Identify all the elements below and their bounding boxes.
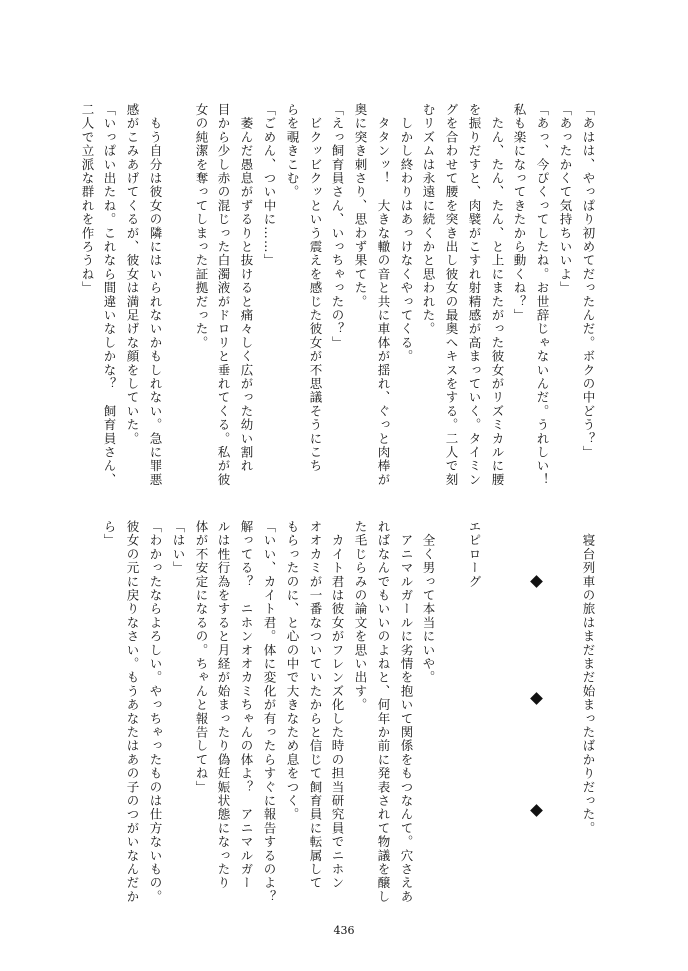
text-line: ら」 (102, 520, 117, 548)
text-line: ビクッビクッという震えを感じた彼女が不思議そうにこち (308, 103, 323, 473)
text-line: 「あったかくて気持ちいいよ」 (558, 103, 573, 295)
text-line: 「はい」 (171, 520, 186, 575)
text-line: カイト君は彼女がフレンズ化した時の担当研究員でニホン (330, 520, 345, 890)
text-line: らを覗きこむ。 (285, 103, 300, 199)
text-line: もう自分は彼女の隣にはいられないかもしれない。急に罪悪 (148, 103, 163, 487)
text-line: タタンッ！ 大きな轍の音と共に車体が揺れ、ぐっと肉棒が (376, 103, 391, 487)
text-line: 「わかったならよろしい。やっちゃったものは仕方ないもの。 (148, 520, 163, 904)
text-line: オオカミが一番なついていたからと信じて飼育員に転属して (308, 520, 323, 890)
text-line: 「あっ、今ぴくってしたね。お世辞じゃないんだ。うれしい！ (535, 103, 550, 487)
text-line: 女の純潔を奪ってしまった証拠だった。 (194, 103, 209, 350)
text-line: しかし終わりはあっけなくやってくる。 (399, 103, 414, 364)
text-line: エピローグ (467, 520, 482, 589)
text-line: 感がこみあげてくるが、彼女は満足げな顔をしていた。 (125, 103, 140, 446)
text-line: 萎んだ愚息がずるりと抜けると痛々しく広がった幼い割れ (239, 103, 254, 473)
text-line: 寝台列車の旅はまだまだ始まったばかりだった。 (581, 520, 596, 836)
text-line: もらったのに、と心の中で大きなため息をつく。 (285, 520, 300, 822)
text-line: 彼女の元に戻りなさい。もうあなたはあの子のつがいなんだか (125, 520, 140, 904)
text-line: 私も楽になってきたから動くね？」 (512, 103, 527, 323)
text-line: 体が不安定になるの。ちゃんと報告してね」 (194, 520, 209, 794)
section-break-diamond (530, 575, 543, 588)
page-number: 436 (333, 924, 355, 937)
text-line: 「いい、カイト君。体に変化が有ったらすぐに報告するのよ？ (262, 520, 277, 904)
text-line: アニマルガールに劣情を抱いて関係をもつなんて。穴さえあ (399, 520, 414, 904)
text-line: グを合わせて腰を突き出し彼女の最奥へキスをする。二人で刻 (444, 103, 459, 487)
section-break-diamond (530, 692, 543, 705)
text-line: 目から少し赤の混じった白濁液がドロリと垂れてくる。私が彼 (216, 103, 231, 487)
text-line: 「えっ飼育員さん、いっちゃったの？」 (330, 103, 345, 350)
text-line: 「いっぱい出たね。これなら間違いなしかな？ 飼育員さん、 (102, 103, 117, 487)
text-line: 全く男って本当にいや。 (421, 520, 436, 685)
text-line: ればなんでもいいのよねと、何年か前に発表されて物議を醸し (376, 520, 391, 904)
text-line: たん、たん、たん、と上にまたがった彼女がリズミカルに腰 (490, 103, 505, 487)
text-line: た毛じらみの論文を思い出す。 (353, 520, 368, 712)
text-line: むリズムは永遠に続くかと思われた。 (421, 103, 436, 336)
text-line: 「あはは、やっぱり初めてだったんだ。ボクの中どう？」 (581, 103, 596, 460)
text-line: を振りだすと、肉襞がこすれ射精感が高まっていく。タイミン (467, 103, 482, 487)
text-line: ルは性行為をすると月経が始まったり偽妊娠状態になったり (216, 520, 231, 890)
section-break-diamond (530, 804, 543, 817)
text-line: 「ごめん、つい中に……」 (262, 103, 277, 268)
text-line: 解ってる？ ニホンオオカミちゃんの体よ？ アニマルガー (239, 520, 254, 890)
text-line: 二人で立派な群れを作ろうね」 (80, 103, 95, 295)
text-line: 奥に突き刺さり、思わず果てた。 (353, 103, 368, 309)
